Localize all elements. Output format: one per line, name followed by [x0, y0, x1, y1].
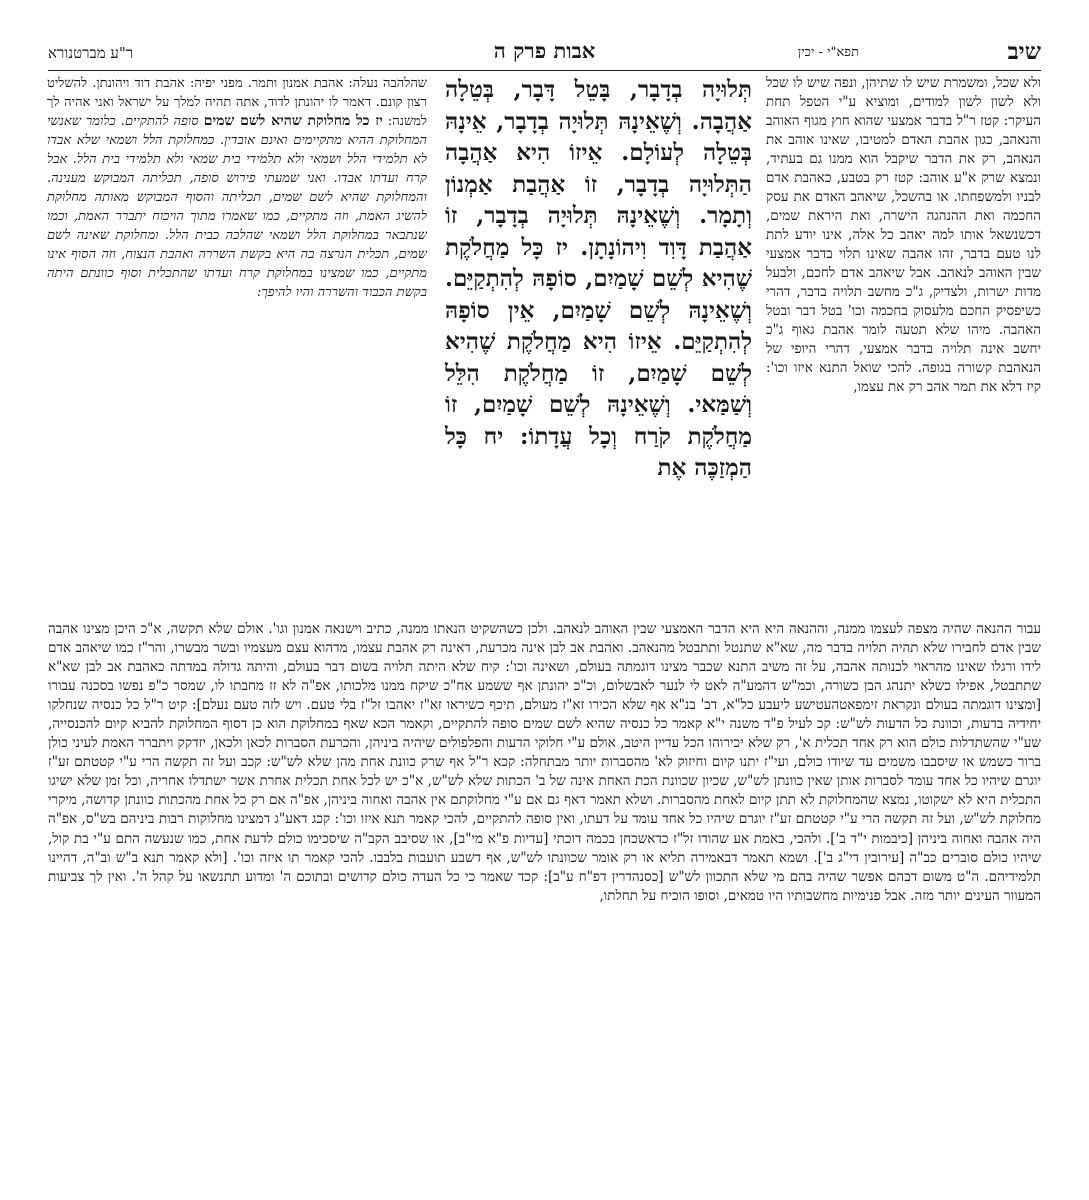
- commentary-title: ר"ע מברטנורא: [48, 44, 134, 62]
- page-number: שיב: [1007, 38, 1041, 65]
- bartenura-text: סופה להתקיים. כלומר שאנשי המחלוקת ההיא מתקיימים ואינם אובדין. כמחלוקת הלל ושמאי שלא אבדו לא תלמידי הלל ושמאי ולא תלמידי בית שמאי ולא תלמידי בית הלל. אבל קרח ועדתו אבדו. ואני שמעתי פירוש סופה, תכליתה המבוקש מענינה. והמחלוקת שהיא לשם שמים, תכליתה והסוף המבוקש מאותה מחלוקת להשיג האמת, וזה מתקיים, כמו שאמרו מתוך הויכוח יתברר האמת, וכמו שנתבאר במחלוקת הלל ושמאי שהלכה כבית הלל. ומחלוקת שאינה לשם שמים, תכלית הנרצה בה היא בקשת השררה ואהבת הנצוח, וזה הסוף אינו מתקיים, כמו שמצינו במחלוקת קרח ועדתו שהתכלית וסוף כוונתם היתה בקשת הכבוד והשררה והיו להיפך:: [47, 114, 427, 300]
- header-rule: [48, 70, 1041, 71]
- running-dates: תפא"י - יכין: [797, 45, 859, 60]
- bartenura-lead: שהלהבה נעלה: אהבת אמנון ותמר. מפני יפיה: אהבת דוד ויהונתן. להשליט רצון קונם. דאמר לו יהונתן לדוד, אתה תהיה למלך על ישראל ואני אהיה לך למשנה:: [47, 76, 427, 129]
- continued-commentary-text: עבור ההנאה שהיה מצפה לעצמו ממנה, וההנאה היא היא הדבר האמצעי שבין האוהב לנאהב. ולכן כשהשקיט הנאתו ממנה, כתיב וישנאה אמנון וגו'. אולם שלא תקשה, א"כ היכן מצינו אהבה שבין אדם לחבירו שלא תהיה תלויה בדבר מה, שא"א שתנטל ותתבטל מהנאהב. ואהבת אב לבן אינה מכרעת, דאינה רק אהבת עצמו, מדהוא עצם מעצמיו ובשר מבשרו, והר"ז כמו שיאהב אדם לידו ורגלו שאינו מהראוי לכנותה אהבה, על זה משיב התנא שכבר מצינו דוגמתה בעולם, ושאינה וכו': קיח שלא היתה תלויה בשום דבר בעולם, והיתה גדולה במדתה כאהבת אב לבן שא"א שתתבטל, אפילו כשלא יתנהג הבן כשורה, וכמ"ש דהמע"ה לאט לי לנער לאבשלום, וכ"כ יהונתן אף ששמע אח"כ שיקח ממנו מלכותו, אפ"ה לא זז מחבתו לו, שמסר כ"פ נפשו בסכנה עבורו [ומצינו דוגמתה בעולם ונקראת זימפאטהעטישע ליעבע כל"א, דב' בנ"א אף שלא הכירו זא"ז מעולם, תיכף כשיראו זא"ז יאהבו זל"ז בלי טעם. ויש לזה טעם נעלם]: קיט ר"ל כל כנסיה שנחלקו יחידיה בדעות, וכוונת כל הדעות לש"ש: קכ לעיל פ"ד משנה י"א קאמר כל כנסיה שהיא לשם שמים סופה להתקיים, וקאמר הכא שאף במחלוקת הוא כן דסוף המחלוקת להביא קיום להכנסייה, שע"י שהשתדלות כולם הוא רק אחד תכלית א', רק שלא יכירוהו הכל עדיין היטב, אולם ע"י חלוקי הדעות והפלפולים שיהיה ביניהן, והכרעת הסברות לכאן ולכאן, יזדקק ויתברר האמת לעיני כולן ברור כשמש או שיסבבו משמים עד שיודו כולם, ועי"ז יתנו קיום וחיזוק לא' מהסברות יותר מבתחלה: קכא ר"ל אף שרק כוונת אחת מהן שלא לש"ש: קכב ועל זה תקשה הרי ע"י קטטתם זע"ז יוגרם שיהיו כל אחד עומד לסברות אותן שאין כוונתן לש"ש, שכיון שכוונת הכת האחת אינה של ב' הכתות שלא לש"ש, א"כ יש לכל אחת תכלית אחרת אשר ישתדלו אחריה, וכל זמן שלא ישיגו התכלית היא לא ישקוטו, נמצא שהמחלוקת לא תתן קיום לאחת מהסברות. ושלא תאמר דאף גם אם ע"י מחלוקתם אין אהבה ואחוה ביניהן, אפ"ה אם רק כל אחת מהכתות כוונתן קדושה, מיקרי מחלוקת לש"ש, ועל זה תקשה הרי ע"י קטטתם זע"ז יוגרם שיהיו כל אחד עומד על דעתו, ואין סופה להתקיים, להכי קאמר תנא איזו וכו': קכג דאע"ג דמצינו מחלוקות רבות ביניהם בש"ס, אפ"ה היה אהבה ואחוה ביניהן [כיבמות י"ד ב']. ולהכי, באמת אע שהודו זל"ז כדאשכחן בכמה דוכתי [עדיות פ"א מי"ב], או שסיבב הקב"ה שיסכימו כולם לדעת אחת, כמו שנעשה התם ע"י בת קול, שיהיו כולם סוברים כב"ה [עירובין די"ג ב']. ושמא תאמר דבאמירה תליא או רק אומר שכוונתו לש"ש, אף דשבע תועבות בלבבו. להכי קאמר תו איזה וכו'. [ולא קאמר תנא ב"ש וב"ה, דהיינו תלמידיהם. ה"ט משום דבהם אפשר שהיה בהם מי שלא התכוון לש"ש [כסנהדרין דפ"ח ע"ב]: קכד שאמר כי כל העדה כולם קדושים ובתוכם ה' ומדוע תתנשאו על קהל ה'. ואין לך צביעות המעוור העינים יותר מזה. אבל פנימיות מחשבותיו היו טמאים, וסופו הוכיח על תחלתו,: [48, 620, 1041, 904]
- mishnah-text: תְּלוּיָה בְדָבָר, בָּטֵל דָּבָר, בְּטֵלָה אַהֲבָה. וְשֶׁאֵינָהּ תְּלוּיָה בְדָבָר, אֵינָהּ בְּטֵלָה לְעוֹלָם. אֵיזוֹ הִיא אַהֲבָה הַתְּלוּיָה בְדָבָר, זוֹ אַהֲבַת אַמְנוֹן וְתָמָר. וְשֶׁאֵינָהּ תְּלוּיָה בְדָבָר, זוֹ אַהֲבַת דָּוִד וִיהוֹנָתָן. יז כָּל מַחֲלֹקֶת שֶׁהִיא לְשֵׁם שָׁמַיִם, סוֹפָהּ לְהִתְקַיֵּם. וְשֶׁאֵינָהּ לְשֵׁם שָׁמַיִם, אֵין סוֹפָהּ לְהִתְקַיֵּם. אֵיזוֹ הִיא מַחֲלֹקֶת שֶׁהִיא לְשֵׁם שָׁמַיִם, זוֹ מַחֲלֹקֶת הִלֵּל וְשַׁמַּאי. וְשֶׁאֵינָהּ לְשֵׁם שָׁמַיִם, זוֹ מַחֲלֹקֶת קֹרַח וְכָל עֲדָתוֹ: יח כָּל הַמְזַכֶּה אֶת: [445, 76, 752, 481]
- bartenura-dibbur-hamatchil: יז כל מחלוקת שהיא לשם שמים: [203, 113, 383, 129]
- continued-commentary: [48, 606, 1041, 1126]
- mishnah-column: [441, 74, 756, 605]
- tiferet-yisrael-text: ולא שכל, ומשמרת שיש לו שתיהן, ונפה שיש לו שכל ולא לשון לשון למודים, ומוציא ע"י הטפל תחת העיקר: קטז ר"ל בדבר אמצעי שהוא חוץ מגוף האוהב והנאהב, כגון אהבת האדם למטיבו, שאינו אוהב את הנאהב, רק את הדבר שיקבל הוא ממנו גם בעתיד, ונמצא שרק א"ע אוהב: קטז רק בטבע, כאהבת אדם לבניו ולמשפחתו. או בהשכל, שיאהב האדם את עסק החכמה ואת ההנהגה הישרה, ואת היראת שמים, דכשנשאל אותו למה יאהב כל אלה, אינו יודע לתת לנו טעם בדבר, זהו אהבה שאינו תלוי בדבר אמצעי שבין האוהב לנאהב. אבל שיאהב אדם לחכם, ולבעל מדות ישרות, ולצדיק, ג"כ מחשב תלויה בדבר, דהרי כשיפסיק החכם מלעסוק בחכמה וכו' בטל דבר ובטל האהבה. מיהו שלא תטעה לומר אהבת גאוף ג"כ יחשב אינה תלויה בדבר אמצעי, דהרי היופי של הנאהבת קשורה בגופה. להכי שואל התנא איזו וכו': קיז דלא את תמר אהב רק את עצמו,: [766, 75, 1041, 395]
- running-header: [48, 38, 1041, 66]
- tiferet-yisrael-column: [766, 74, 1041, 605]
- bartenura-column: [47, 74, 427, 584]
- page-title: אבות פרק ה: [493, 38, 596, 63]
